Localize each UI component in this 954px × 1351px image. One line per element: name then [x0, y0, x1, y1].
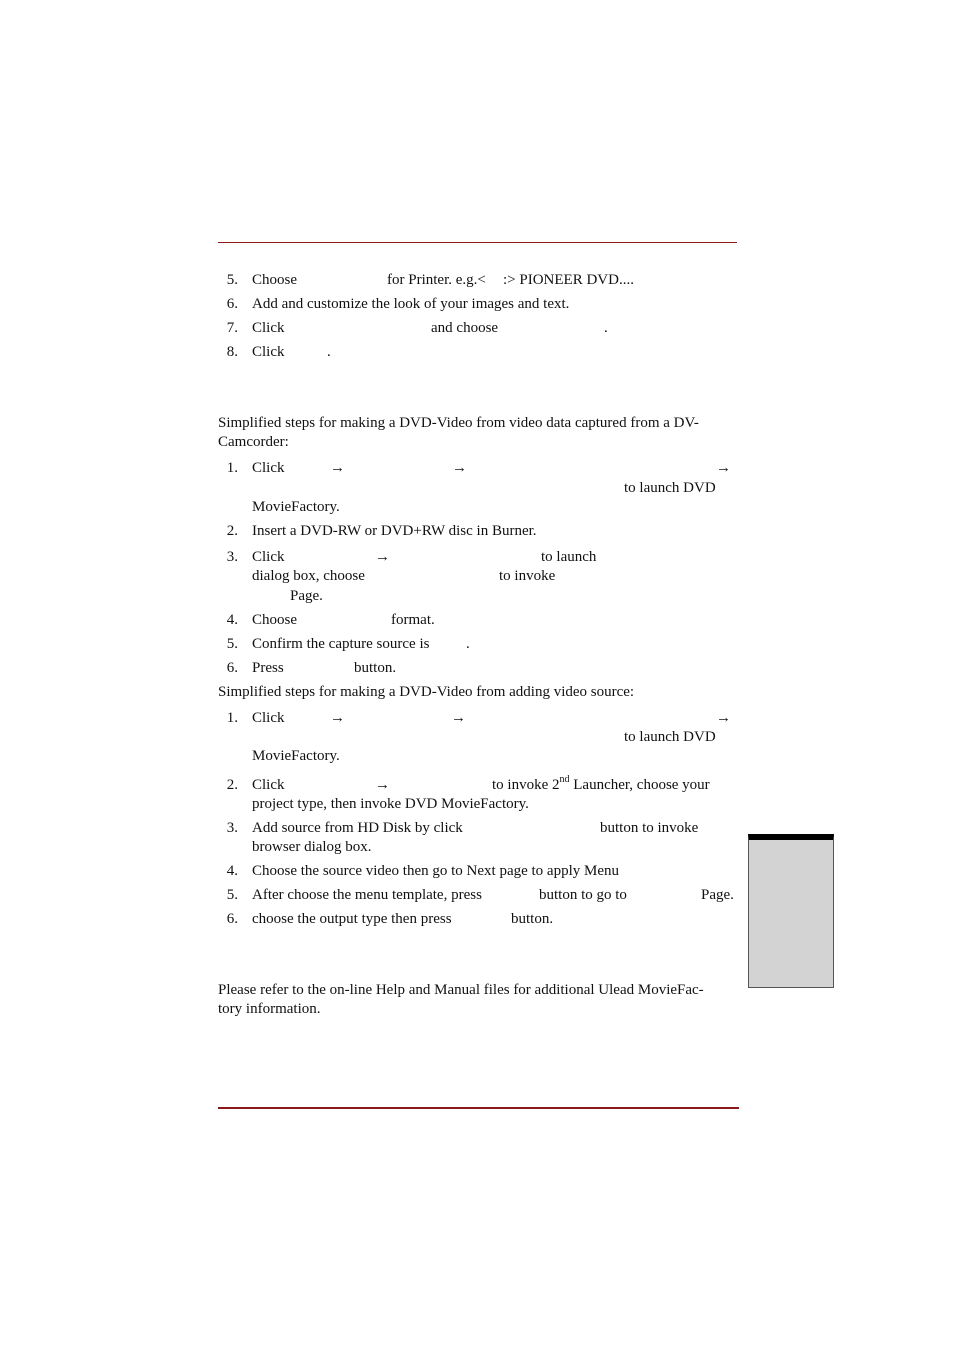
item-number: 1.: [226, 710, 238, 726]
item-text: choose the output type then press: [252, 911, 452, 927]
chapter-side-tab: [748, 834, 834, 988]
arrow-right-icon: →: [451, 710, 466, 726]
arrow-right-icon: →: [375, 549, 390, 565]
item-text: button to go to: [539, 887, 627, 903]
item-text: to invoke: [499, 568, 556, 584]
item-text: to invoke 2nd Launcher, choose your: [492, 774, 710, 793]
item-number: 5.: [226, 887, 238, 903]
item-text: Click: [252, 710, 285, 726]
item-text: Click: [252, 344, 285, 360]
item-number: 7.: [226, 320, 238, 336]
intro-paragraph: Camcorder:: [218, 434, 289, 450]
item-text: Add and customize the look of your images and text.: [252, 296, 570, 312]
footer-rule: [218, 1107, 739, 1109]
item-text: .: [466, 636, 470, 652]
item-text: .: [327, 344, 331, 360]
item-number: 6.: [226, 296, 238, 312]
item-text: After choose the menu template, press: [252, 887, 482, 903]
item-text: Insert a DVD-RW or DVD+RW disc in Burner.: [252, 523, 537, 539]
arrow-right-icon: →: [330, 460, 345, 476]
item-number: 3.: [226, 549, 238, 565]
item-number: 5.: [226, 636, 238, 652]
item-text: Choose: [252, 612, 297, 628]
intro-paragraph: Simplified steps for making a DVD-Video from video data captured from a DV-: [218, 415, 699, 431]
item-number: 4.: [226, 612, 238, 628]
item-number: 2.: [226, 777, 238, 793]
item-text: for Printer. e.g.<: [387, 272, 486, 288]
item-text: project type, then invoke DVD MovieFactory.: [252, 796, 529, 812]
arrow-right-icon: →: [452, 460, 467, 476]
item-number: 8.: [226, 344, 238, 360]
item-text: Add source from HD Disk by click: [252, 820, 463, 836]
item-text: Click: [252, 549, 285, 565]
item-text: and choose: [431, 320, 499, 336]
item-number: 4.: [226, 863, 238, 879]
item-number: 6.: [226, 911, 238, 927]
item-text: Choose the source video then go to Next page to apply Menu: [252, 863, 620, 879]
item-text: browser dialog box.: [252, 839, 372, 855]
item-text: Page.: [290, 588, 323, 604]
arrow-right-icon: →: [716, 710, 731, 726]
item-number: 1.: [226, 460, 238, 476]
item-number: 6.: [226, 660, 238, 676]
item-text: Click: [252, 777, 285, 793]
item-text: Press: [252, 660, 284, 676]
item-text: button.: [511, 911, 554, 927]
header-rule: [218, 242, 737, 243]
item-text: Page.: [701, 887, 734, 903]
item-text: dialog box, choose: [252, 568, 365, 584]
item-text: :> PIONEER DVD....: [503, 272, 634, 288]
item-text: Click: [252, 460, 285, 476]
item-number: 3.: [226, 820, 238, 836]
intro-paragraph: Simplified steps for making a DVD-Video from adding video source:: [218, 684, 635, 700]
item-text: button to invoke: [600, 820, 699, 836]
item-text: MovieFactory.: [252, 748, 340, 764]
item-text: Choose: [252, 272, 297, 288]
item-text: to launch: [541, 549, 597, 565]
item-text: to launch DVD: [624, 729, 716, 745]
item-text: Click: [252, 320, 285, 336]
footer-note-line: tory information.: [218, 1001, 321, 1017]
item-text: to launch DVD: [624, 480, 716, 496]
arrow-right-icon: →: [375, 777, 390, 793]
item-number: 2.: [226, 523, 238, 539]
item-text: format.: [391, 612, 435, 628]
item-text: MovieFactory.: [252, 499, 340, 515]
item-text: .: [604, 320, 608, 336]
arrow-right-icon: →: [330, 710, 345, 726]
item-text: Confirm the capture source is: [252, 636, 430, 652]
item-text: button.: [354, 660, 397, 676]
footer-note-line: Please refer to the on-line Help and Manual files for additional Ulead MovieFac-: [218, 982, 704, 998]
arrow-right-icon: →: [716, 460, 731, 476]
item-number: 5.: [226, 272, 238, 288]
